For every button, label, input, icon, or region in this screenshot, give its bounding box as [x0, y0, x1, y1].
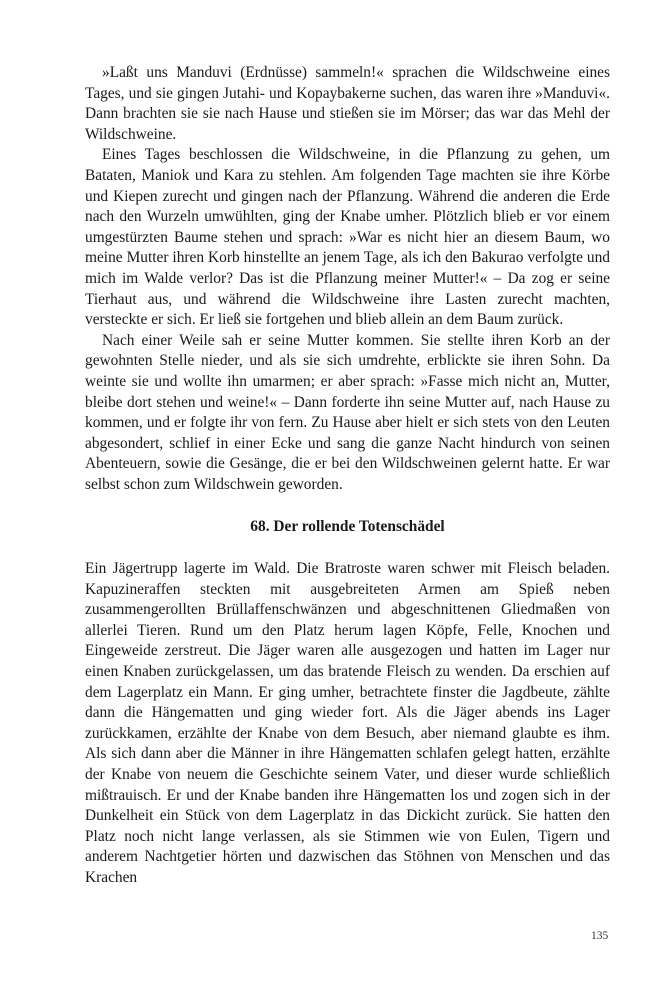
paragraph-hunters: Ein Jägertrupp lagerte im Wald. Die Bratroste waren schwer mit Fleisch beladen. Kapuzineraffen steckten mit ausgebreiteten Armen am Spieß neben zusammengerollten Brüllaffenschwänzen und abgeschnittenen Gliedmaßen von allerlei Tieren. Rund um den Platz herum lagen Köpfe, Felle, Knochen und Eingeweide zerstreut. Die Jäger waren alle ausgezogen und hatten im Lager nur einen Knaben zurückgelassen, um das bratende Fleisch zu wenden. Da erschien auf dem Lagerplatz ein Mann. Er ging umher, betrachtete finster die Jagdbeute, zählte dann die Hängematten und ging wieder fort. Als die Jäger abends ins Lager zurückkamen, erzählte der Knabe von dem Besuch, aber niemand glaubte es ihm. Als sich dann aber die Männer in ihre Hängematten schlafen gelegt hatten, erzählte der Knabe von neuem die Geschichte seinem Vater, und dieser wurde schließlich mißtrauisch. Er und der Knabe banden ihre Hängematten los und zogen sich in der Dunkelheit ein Stück von dem Lagerplatz in das Dickicht zurück. Sie hatten den Platz noch nicht lange verlassen, als sie Stimmen wie von Eulen, Tigern und anderem Nachtgetier hörten und dazwischen das Stöhnen von Menschen und das Krachen — [85, 560, 610, 886]
paragraph-manduvi: »Laßt uns Manduvi (Erdnüsse) sammeln!« sprachen die Wildschweine eines Tages, und sie gingen Jutahi- und Kopaybakerne suchen, das waren ihre »Manduvi«. Dann brachten sie sie nach Hause und stießen sie im Mörser; das war das Mehl der Wildschweine. — [85, 64, 610, 143]
chapter-heading: 68. Der rollende Totenschädel — [250, 518, 445, 536]
paragraph-plantation: Eines Tages beschlossen die Wildschweine, in die Pflanzung zu gehen, um Bataten, Maniok und Kara zu stehlen. Am folgenden Tage machten sie ihre Körbe und Kiepen zurecht und gingen nach der Pflanzung. Während die anderen die Erde nach den Wurzeln umwühlten, ging der Knabe umher. Plötzlich blieb er vor einem umgestürzten Baume stehen und sprach: »War es nicht hier an diesem Baum, wo meine Mutter ihren Korb hinstellte an jenem Tage, als ich den Bakurao verfolgte und mich im Walde verlor? Das ist die Pflanzung meiner Mutter!« – Da zog er seine Tierhaut aus, und während die Wildschweine ihre Lasten zurecht machten, versteckte er sich. Er ließ sie fortgehen und blieb allein an dem Baum zurück. — [85, 146, 610, 329]
page-text-block — [85, 63, 610, 889]
page-number: 135 — [591, 930, 609, 942]
paragraph-mother: Nach einer Weile sah er seine Mutter kommen. Sie stellte ihren Korb an der gewohnten Stelle nieder, und als sie sich umdrehte, erblickte sie ihren Sohn. Da weinte sie und wollte ihn umarmen; er aber sprach: »Fasse mich nicht an, Mutter, bleibe dort stehen und weine!« – Dann forderte ihn seine Mutter auf, nach Hause zu kommen, und er folgte ihr von fern. Zu Hause aber hielt er sich stets von den Leuten abgesondert, schlief in einer Ecke und sang die ganze Nacht hindurch von seinen Abenteuern, sowie die Gesänge, die er bei den Wildschweinen gelernt hatte. Er war selbst schon zum Wildschwein geworden. — [85, 331, 610, 493]
